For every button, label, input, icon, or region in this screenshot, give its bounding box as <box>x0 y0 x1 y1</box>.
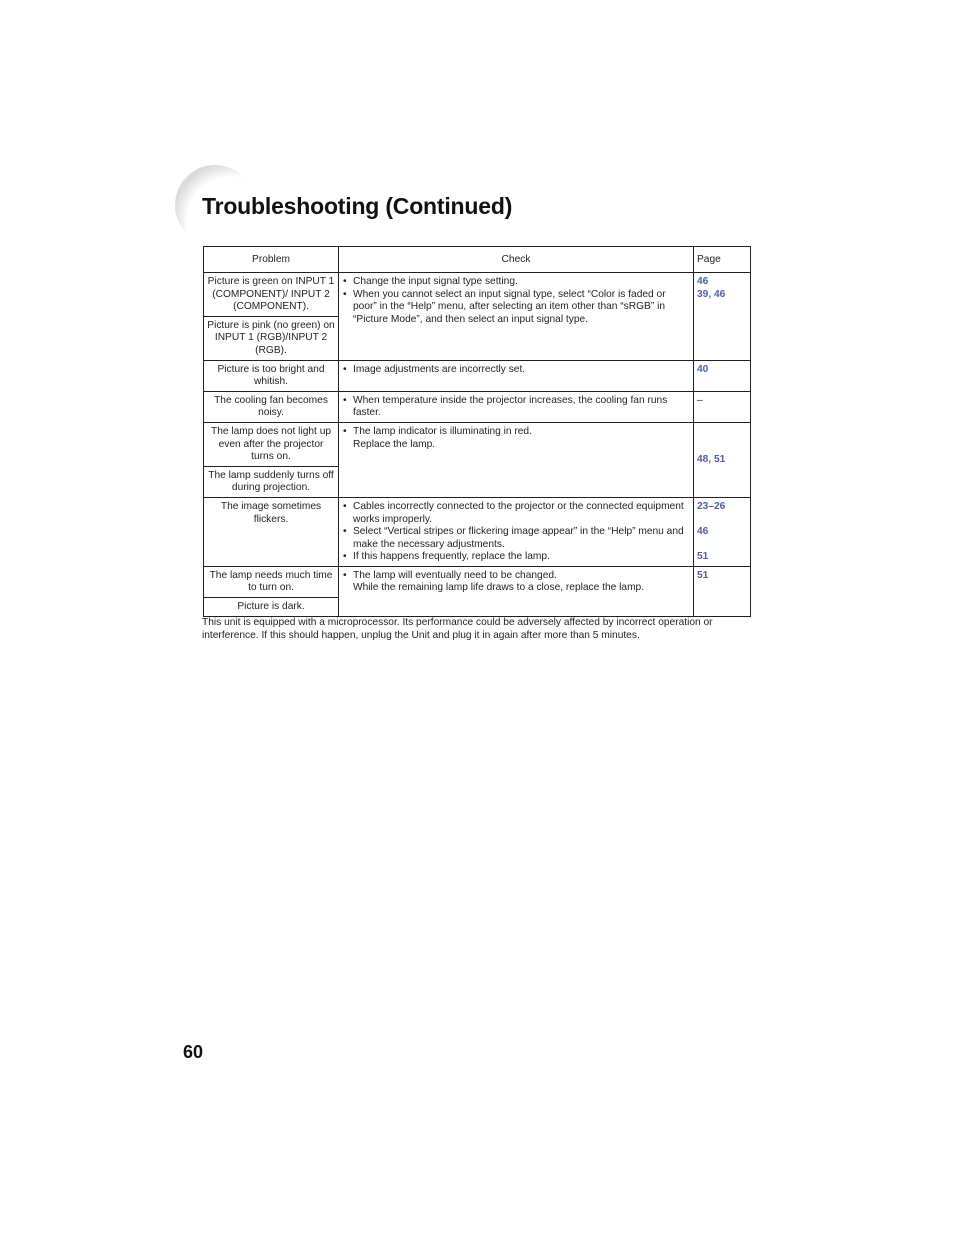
header-check: Check <box>339 247 694 273</box>
page-cell <box>694 391 751 422</box>
check-continuation: While the remaining lamp life draws to a close, replace the lamp. <box>353 582 645 594</box>
page-ref-link[interactable]: 51 <box>697 569 709 581</box>
check-item: • Cables incorrectly connected to the projector or the connected equipment works improperly. <box>342 501 690 526</box>
problem-cell: Picture is green on INPUT 1 (COMPONENT)/ INPUT 2 (COMPONENT). <box>204 273 339 317</box>
page-ref-link[interactable]: 39, 46 <box>697 288 726 300</box>
page-ref-link[interactable]: 46 <box>697 526 709 538</box>
check-item: • If this happens frequently, replace the lamp. <box>342 551 690 564</box>
page-ref-none: – <box>697 394 703 406</box>
page-cell <box>694 360 751 391</box>
check-cell <box>339 422 694 497</box>
page-cell <box>694 273 751 361</box>
page-cell <box>694 422 751 497</box>
table-header-row <box>204 247 751 273</box>
check-item: • The lamp will eventually need to be changed. <box>342 570 690 583</box>
check-item: • Image adjustments are incorrectly set. <box>342 364 690 377</box>
problem-cell: The lamp does not light up even after the projector turns on. <box>204 422 339 466</box>
check-item: • Select “Vertical stripes or flickering image appear” in the “Help” menu and make the necessary adjustments. <box>342 526 690 551</box>
table-row <box>204 497 751 566</box>
table-row <box>204 360 751 391</box>
check-cell <box>339 273 694 361</box>
problem-cell: The lamp suddenly turns off during projection. <box>204 466 339 497</box>
header-page: Page <box>694 247 751 273</box>
check-cell <box>339 566 694 616</box>
problem-cell: The lamp needs much time to turn on. <box>204 566 339 597</box>
page-cell <box>694 566 751 616</box>
check-cell <box>339 360 694 391</box>
table-row <box>204 566 751 597</box>
problem-cell: The image sometimes flickers. <box>204 497 339 566</box>
check-item: • The lamp indicator is illuminating in red. <box>342 426 690 439</box>
check-item: • When temperature inside the projector increases, the cooling fan runs faster. <box>342 395 690 420</box>
page-ref-link[interactable]: 40 <box>697 363 709 375</box>
page-ref-link[interactable]: 23–26 <box>697 500 726 512</box>
check-item: • When you cannot select an input signal type, select “Color is faded or poor” in the “Help” menu, after selecting an item other than “sRGB” in “Picture Mode”, and then select an input signal type. <box>342 289 690 327</box>
check-cell <box>339 391 694 422</box>
header-problem: Problem <box>204 247 339 273</box>
page-ref-link[interactable]: 51 <box>697 551 709 563</box>
page-ref-link[interactable]: 48, 51 <box>697 454 726 466</box>
check-cell <box>339 497 694 566</box>
page-number: 60 <box>183 1042 204 1062</box>
table-row <box>204 273 751 317</box>
problem-cell: The cooling fan becomes noisy. <box>204 391 339 422</box>
problem-cell: Picture is dark. <box>204 598 339 617</box>
microprocessor-note: This unit is equipped with a microprocessor. Its performance could be adversely affected by incorrect operation or interference. If this should happen, unplug the Unit and plug it in again after more than 5 minutes. <box>202 617 713 641</box>
check-item: • Change the input signal type setting. <box>342 276 690 289</box>
problem-cell: Picture is too bright and whitish. <box>204 360 339 391</box>
problem-cell: Picture is pink (no green) on INPUT 1 (RGB)/INPUT 2 (RGB). <box>204 316 339 360</box>
table-row <box>204 422 751 466</box>
page-cell <box>694 497 751 566</box>
table-row <box>204 391 751 422</box>
page-ref-link[interactable]: 46 <box>697 276 709 287</box>
page-title: Troubleshooting (Continued) <box>202 193 513 219</box>
troubleshooting-table <box>203 246 751 617</box>
check-continuation: Replace the lamp. <box>353 438 436 450</box>
